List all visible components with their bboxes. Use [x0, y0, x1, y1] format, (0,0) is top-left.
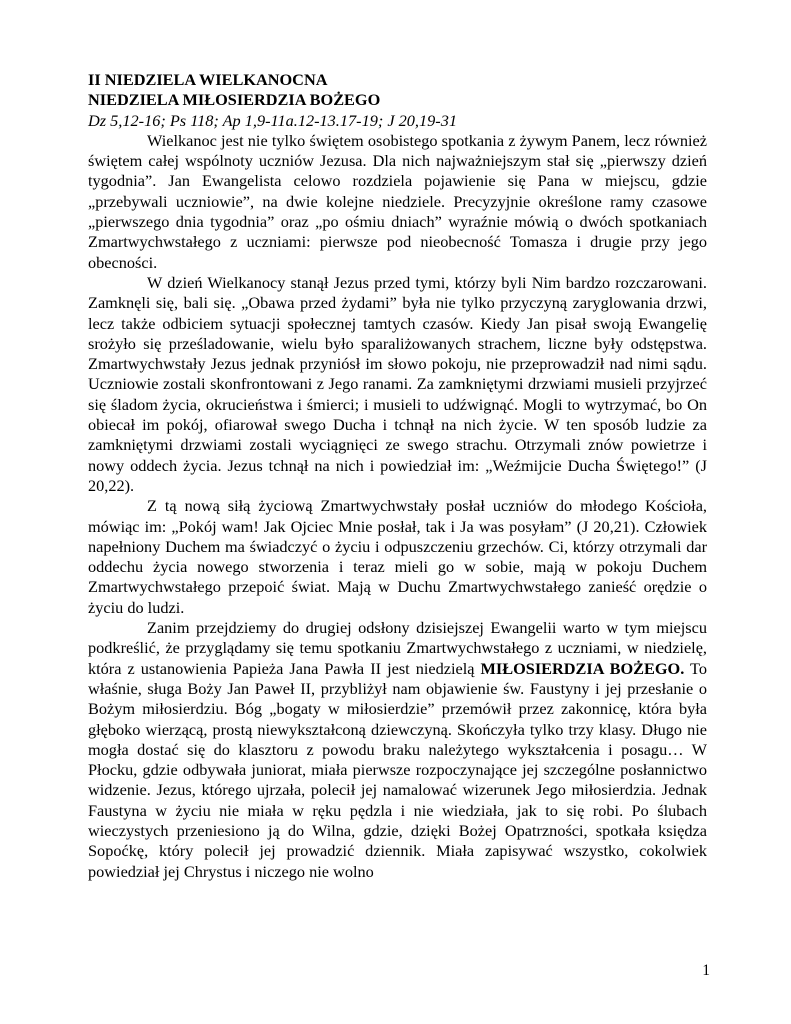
document-body: [88, 70, 707, 882]
paragraph-2: W dzień Wielkanocy stanął Jezus przed tymi, którzy byli Nim bardzo rozczarowani. Zamknęli się, bali się. „Obawa przed żydami” była nie tylko przyczyną zaryglowania drzwi, lecz także odbiciem sytuacji społecznej tamtych czasów. Kiedy Jan pisał swoją Ewangelię srożyło się prześladowanie, wielu było sparaliżowanych strachem, liczne były odstępstwa. Zmartwychwstały Jezus jednak przyniósł im słowo pokoju, nie przeprowadził nad nimi sądu. Uczniowie zostali skonfrontowani z Jego ranami. Za zamkniętymi drzwiami musieli przyjrzeć się śladom życia, okrucieństwa i śmierci; i musieli to udźwignąć. Mogli to wytrzymać, bo On obiecał im pokój, ofiarował swego Ducha i tchnął na nich życie. W ten sposób ludzie za zamkniętymi drzwiami zostali wyciągnięci ze swego strachu. Otrzymali znów powietrze i nowy oddech życia. Jezus tchnął na nich i powiedział im: „Weźmijcie Ducha Świętego!” (J 20,22).: [88, 272, 707, 495]
readings-reference: Dz 5,12-16; Ps 118; Ap 1,9-11a.12-13.17-19; J 20,19-31: [88, 110, 457, 130]
paragraph-4-text-start: Zanim przejdziemy do drugiej odsłony dzisiejszej Ewangelii warto w tym miejscu podkreślić, że przyglądamy się temu spotkaniu Zmartwychwstałego z uczniami, w niedzielę, która z ustanowienia Papieża Jana Pawła II jest niedzielą: [88, 618, 707, 678]
paragraph-4: [88, 618, 707, 882]
paragraph-4-text-end: To właśnie, sługa Boży Jan Paweł II, przybliżył nam objawienie św. Faustyny i jej przesłanie o Bożym miłosierdziu. Bóg „bogaty w miłosierdzie” przemówił przez zakonnicę, która była głęboko wierzącą, prostą niewykształconą dziewczyną. Skończyła tylko trzy klasy. Długo nie mogła dostać się do klasztoru z powodu braku należytego wykształcenia i posagu… W Płocku, gdzie odbywała juniorat, miała pierwsze rozpoczynające jej szczególne posłannictwo widzenie. Jezus, którego ujrzała, polecił jej namalować wizerunek Jego miłosierdzia. Jednak Faustyna w życiu nie miała w ręku pędzla i nie wiedziała, jak to się robi. Po ślubach wieczystych przeniesiono ją do Wilna, gdzie, dzięki Bożej Opatrzności, spotkała księdza Sopoćkę, który polecił jej prowadzić dziennik. Miała zapisywać wszystko, cokolwiek powiedział jej Chrystus i niczego nie wolno: [88, 658, 707, 881]
heading-line-2: NIEDZIELA MIŁOSIERDZIA BOŻEGO: [88, 90, 381, 110]
page-number: 1: [702, 962, 710, 979]
divine-mercy-emphasis: MIŁOSIERDZIA BOŻEGO.: [480, 658, 685, 678]
paragraph-1: Wielkanoc jest nie tylko świętem osobistego spotkania z żywym Panem, lecz również świętem całej wspólnoty uczniów Jezusa. Dla nich najważniejszym stał się „pierwszy dzień tygodnia”. Jan Ewangelista celowo rozdziela pojawienie się Pana w miejscu, gdzie „przebywali uczniowie”, na dwie kolejne niedziele. Precyzyjnie określone ramy czasowe „pierwszego dnia tygodnia” oraz „po ośmiu dniach” wyraźnie mówią o dwóch spotkaniach Zmartwychwstałego z uczniami: pierwsze pod nieobecność Tomasza i drugie przy jego obecności.: [88, 130, 707, 272]
heading-line-1: II NIEDZIELA WIELKANOCNA: [88, 70, 328, 89]
paragraph-3: Z tą nową siłą życiową Zmartwychwstały posłał uczniów do młodego Kościoła, mówiąc im: „Pokój wam! Jak Ojciec Mnie posłał, tak i Ja was posyłam” (J 20,21). Człowiek napełniony Duchem ma świadczyć o życiu i odpuszczeniu grzechów. Ci, którzy otrzymali dar oddechu życia nowego stworzenia i teraz mieli go w sobie, mają w pokoju Duchem Zmartwychwstałego przepoić świat. Mają w Duchu Zmartwychwstałego zanieść orędzie o życiu do ludzi.: [88, 496, 707, 617]
